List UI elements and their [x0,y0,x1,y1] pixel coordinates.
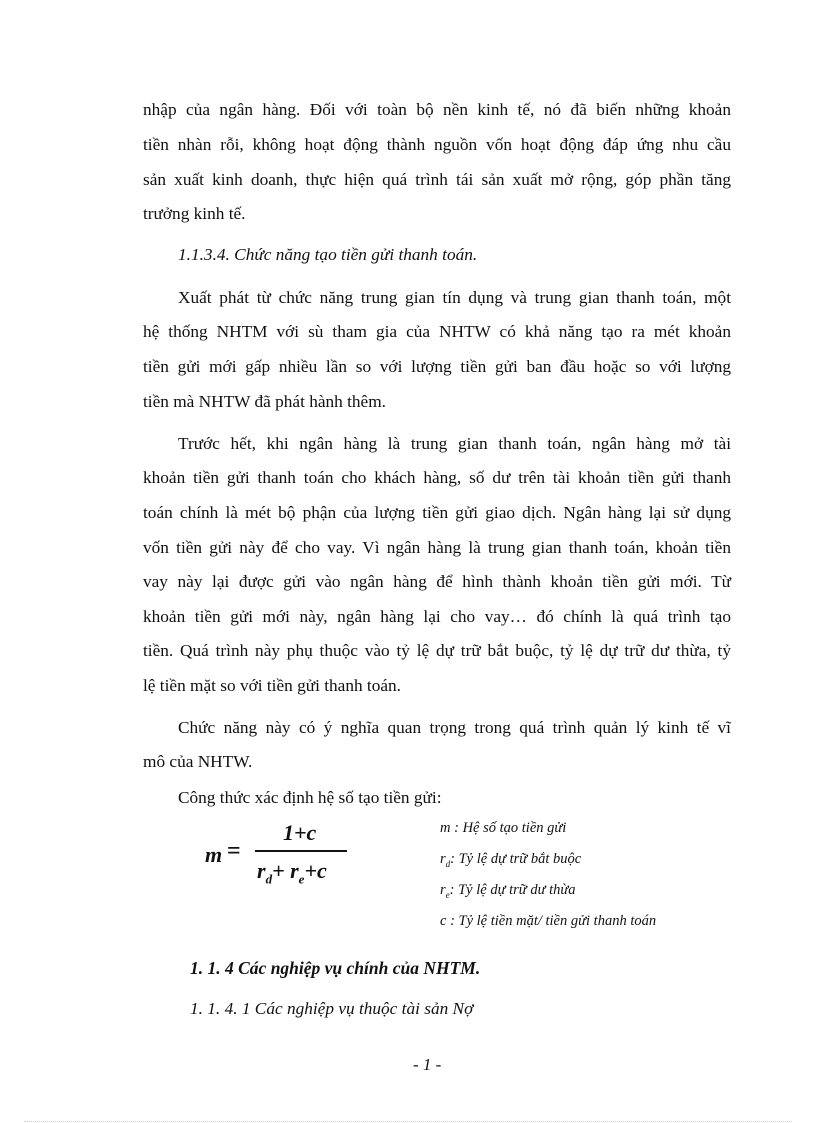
legend-item-c: c : Tỷ lệ tiền mặt/ tiền gửi thanh toán [440,913,657,929]
paragraph-3-line-3: toán chính là mét bộ phận của lượng tiền gửi giao dịch. Ngân hàng lại sử dụng [143,503,731,522]
formula-lhs: m [205,842,223,867]
paragraph-4-line-2: mô của NHTW. [143,752,253,771]
formula-intro: Công thức xác định hệ số tạo tiền gửi: [178,788,442,807]
paragraph-3-line-8: lệ tiền mặt so với tiền gửi thanh toán. [143,676,401,695]
formula-denominator: $r_d+ r_e+c$ [257,858,327,887]
subheading-1-1-4-1: 1. 1. 4. 1 Các nghiệp vụ thuộc tài sản Nợ [190,999,474,1018]
paragraph-3-line-2: khoản tiền gửi thanh toán cho khách hàng, số dư trên tài khoản tiền gửi thanh [143,468,731,487]
paragraph-1-line-4: trưởng kinh tế. [143,204,246,223]
page-number: - 1 - [413,1055,442,1074]
paragraph-3-line-6: khoản tiền gửi mới này, ngân hàng lại cho vay… đó chính là quá trình tạo [143,607,731,626]
formula-numerator: 1+c [283,820,317,845]
paragraph-2-line-2: hệ thống NHTM với sù tham gia của NHTW có khả năng tạo ra mét khoản [143,322,731,341]
paragraph-1-line-2: tiền nhàn rỗi, không hoạt động thành nguồn vốn hoạt động đáp ứng nhu cầu [143,135,731,154]
paragraph-2-line-4: tiền mà NHTW đã phát hành thêm. [143,392,386,411]
legend-item-rd: $r_d$: Tỷ lệ dự trữ bắt buộc [440,851,582,869]
paragraph-2-line-3: tiền gửi mới gấp nhiều lần so với lượng tiền gửi ban đầu hoặc so với lượng [143,357,731,376]
paragraph-3-line-5: vay này lại được gửi vào ngân hàng để hình thành khoản tiền gửi mới. Từ [143,572,731,591]
legend-item-m: m : Hệ số tạo tiền gửi [440,820,567,836]
section-title-1-1-3-4: 1.1.3.4. Chức năng tạo tiền gửi thanh toán. [178,245,478,264]
paragraph-3-line-1: Trước hết, khi ngân hàng là trung gian thanh toán, ngân hàng mở tài [178,434,731,453]
page-bottom-divider [24,1121,792,1122]
paragraph-1-line-1: nhập của ngân hàng. Đối với toàn bộ nền kinh tế, nó đã biến những khoản [143,100,731,119]
money-multiplier-formula [205,820,355,890]
paragraph-2-line-1: Xuất phát từ chức năng trung gian tín dụng và trung gian thanh toán, một [178,288,731,307]
paragraph-4-line-1: Chức năng này có ý nghĩa quan trọng trong quá trình quản lý kinh tế vĩ [178,718,731,737]
heading-1-1-4: 1. 1. 4 Các nghiệp vụ chính của NHTM. [190,958,481,978]
paragraph-1-line-3: sản xuất kinh doanh, thực hiện quá trình tái sản xuất mở rộng, góp phần tăng [143,170,731,189]
paragraph-3-line-7: tiền. Quá trình này phụ thuộc vào tỷ lệ dự trữ bắt buộc, tỷ lệ dự trữ dư thừa, tỷ [143,641,731,660]
paragraph-3-line-4: vốn tiền gửi này để cho vay. Vì ngân hàng là trung gian thanh toán, khoản tiền [143,538,731,557]
formula-equals: = [227,838,241,864]
fraction-bar [255,850,347,852]
legend-item-re: $r_e$: Tỷ lệ dự trữ dư thừa [440,882,576,900]
